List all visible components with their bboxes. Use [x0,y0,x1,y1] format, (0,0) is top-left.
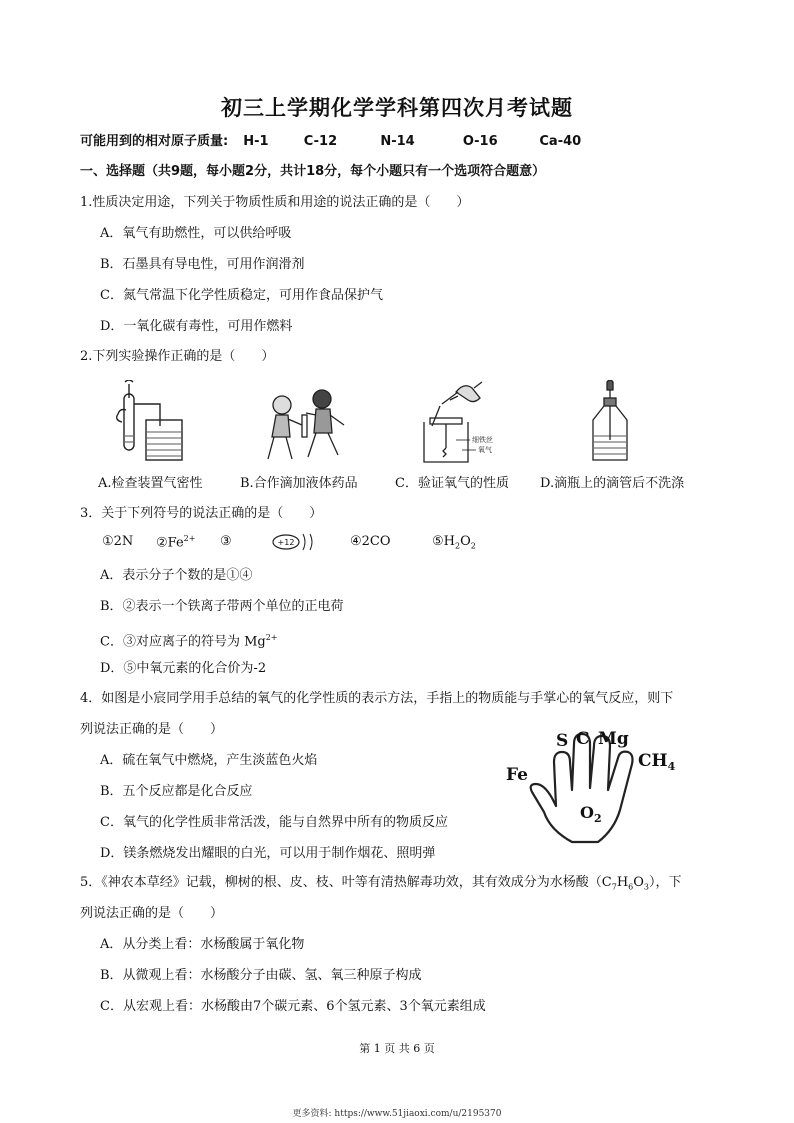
atomic-mass-n: N-14 [380,134,415,149]
q1-option-c: C．氮气常温下化学性质稳定，可用作食品保护气 [100,288,383,303]
q5-stem-line1: 5．《神农本草经》记载，柳树的根、皮、枝、叶等有清热解毒功效，其有效成分为水杨酸$(C_7H_6O_3)$，下 [80,875,682,892]
hand-label-ch4: $CH_4$ [638,751,676,773]
fig-label-oxygen: 氧气 [478,446,492,454]
section-heading: 一、选择题（共9题，每小题2分，共计18分，每个小题只有一个选项符合题意） [80,164,546,179]
nucleus-charge-label: +12 [277,538,295,547]
q2-caption-d: D.滴瓶上的滴管后不洗涤 [540,476,685,491]
q3-symbol-4: ④2CO [350,534,391,549]
q5-stem-line2: 列说法正确的是（ ） [80,906,224,921]
q3-symbol-5: $⑤H_2O_2$ [432,534,476,551]
q2-caption-a: A.检查装置气密性 [98,476,203,491]
q5-option-c: C．从宏观上看：水杨酸由7个碳元素、6个氢元素、3个氧元素组成 [100,999,486,1014]
source-link[interactable]: 更多资料: https://www.51jiaoxi.com/u/2195370 [292,1109,502,1119]
q3-option-b: B．②表示一个铁离子带两个单位的正电荷 [100,599,344,614]
q3-symbol-3: ③ [220,534,232,549]
q5-option-a: A．从分类上看：水杨酸属于氧化物 [100,937,305,952]
q3-option-d: D．⑤中氧元素的化合价为-2 [100,661,267,676]
airtight-check-figure [110,380,190,465]
page-footer: 第 1 页 共 6 页 [359,1042,435,1055]
hand-label-mg: Mg [598,729,629,749]
dropper-bottle-figure [585,380,635,465]
q3-symbol-1: ①2N [102,534,134,549]
q4-option-b: B．五个反应都是化合反应 [100,784,253,799]
q3-option-a: A．表示分子个数的是①④ [100,568,253,583]
q4-stem-line2: 列说法正确的是（ ） [80,722,224,737]
page-title: 初三上学期化学学科第四次月考试题 [221,96,573,120]
iron-wire-oxygen-figure [412,378,522,468]
atomic-mass-c: C-12 [303,134,338,149]
q2-caption-c: C．验证氧气的性质 [395,476,509,491]
hand-oxygen-diagram [502,726,702,852]
hand-label-o2: $O_2$ [580,803,602,825]
atomic-mass-h: H-1 [243,134,269,149]
cooperative-dropping-figure [262,385,352,465]
q1-option-d: D．一氧化碳有毒性，可用作燃料 [100,319,293,334]
q2-caption-b: B.合作滴加液体药品 [240,476,358,491]
q2-stem: 2.下列实验操作正确的是（ ） [80,349,275,364]
hand-label-c: C [576,729,590,749]
fig-label-iron-wire: 细铁丝 [472,436,493,444]
atomic-mass-line [80,133,581,151]
q3-symbol-2: $②Fe^{2+}$ [156,534,196,551]
q4-option-c: C．氧气的化学性质非常活泼，能与自然界中所有的物质反应 [100,815,448,830]
atomic-mass-label: 可能用到的相对原子质量: [80,134,229,149]
q4-option-d: D．镁条燃烧发出耀眼的白光，可以用于制作烟花、照明弹 [100,846,436,861]
q1-stem: 1.性质决定用途，下列关于物质性质和用途的说法正确的是（ ） [80,195,470,210]
q1-option-b: B．石墨具有导电性，可用作润滑剂 [100,257,305,272]
atomic-mass-o: O-16 [462,134,498,149]
q1-option-a: A．氧气有助燃性，可以供给呼吸 [100,226,292,241]
q5-option-b: B．从微观上看：水杨酸分子由碳、氢、氧三种原子构成 [100,968,422,983]
mg-ion-structure-diagram [270,530,326,554]
q4-stem-line1: 4．如图是小宸同学用手总结的氧气的化学性质的表示方法，手指上的物质能与手掌心的氧气反应，则下 [80,691,674,706]
hand-label-fe: Fe [506,765,528,785]
q3-option-c: C．③对应离子的符号为 $Mg^{2+}$ [100,633,278,650]
q4-option-a: A．硫在氧气中燃烧，产生淡蓝色火焰 [100,753,318,768]
atomic-mass-ca: Ca-40 [539,134,582,149]
q3-stem: 3．关于下列符号的说法正确的是（ ） [80,506,323,521]
hand-label-s: S [556,731,569,751]
